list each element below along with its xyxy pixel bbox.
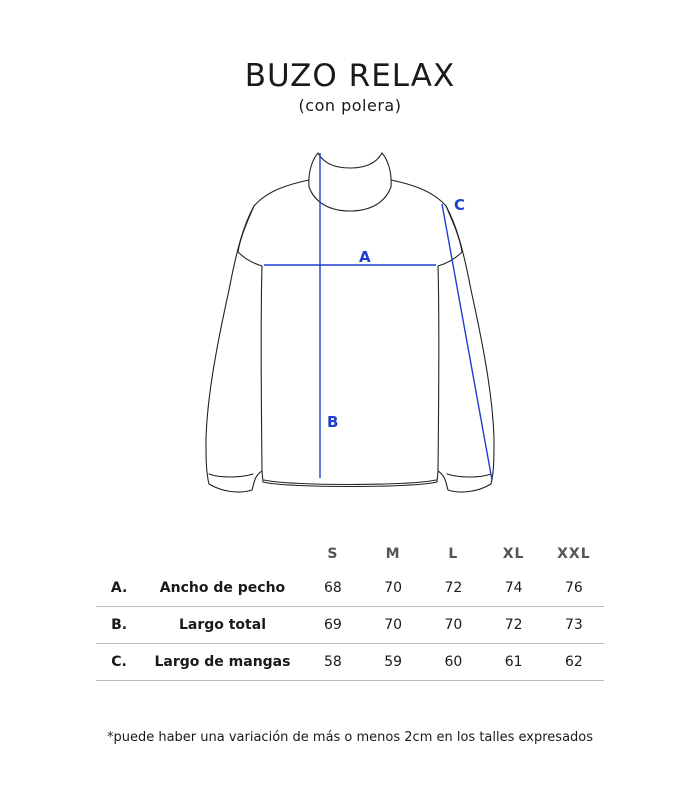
garment-diagram <box>190 145 510 505</box>
row-letter: A. <box>110 580 128 596</box>
sweater-outline <box>206 180 494 492</box>
table-row <box>96 644 604 681</box>
row-value: 70 <box>384 617 403 633</box>
row-value: 69 <box>324 617 342 633</box>
row-letter: C. <box>111 654 127 670</box>
size-xl-header: XL <box>502 546 525 562</box>
size-m-header: M <box>385 546 401 562</box>
table-row <box>96 607 604 644</box>
row-value: 61 <box>504 654 523 670</box>
collar-inner <box>318 153 382 168</box>
row-value: 76 <box>564 580 583 596</box>
size-xxl-header: XXL <box>557 546 591 562</box>
variation-footnote: *puede haber una variación de más o menos 2cm en los talles expresados <box>106 730 594 745</box>
row-value: 70 <box>444 617 463 633</box>
left-armhole <box>238 206 262 471</box>
row-value: 74 <box>504 580 523 596</box>
row-value: 58 <box>324 654 342 670</box>
row-value: 70 <box>384 580 403 596</box>
size-table <box>96 538 604 681</box>
row-value: 72 <box>504 617 523 633</box>
row-value: 62 <box>564 654 583 670</box>
row-name: Largo de mangas <box>154 654 291 670</box>
table-row <box>96 570 604 607</box>
row-name: Ancho de pecho <box>159 580 286 596</box>
row-name: Largo total <box>178 617 266 633</box>
size-header-row <box>96 538 604 570</box>
measure-line-c <box>442 204 492 480</box>
right-cuff <box>447 474 491 477</box>
row-value: 59 <box>384 654 403 670</box>
label-c: C <box>454 196 466 214</box>
product-title: BUZO RELAX <box>244 58 456 94</box>
row-value: 68 <box>324 580 342 596</box>
row-value: 73 <box>564 617 583 633</box>
hem-rib <box>264 480 436 485</box>
left-cuff <box>209 474 253 477</box>
row-letter: B. <box>111 617 128 633</box>
label-b: B <box>327 413 339 431</box>
product-subtitle: (con polera) <box>298 96 402 115</box>
collar-outline <box>309 153 391 211</box>
label-a: A <box>359 248 371 266</box>
size-l-header: L <box>448 546 459 562</box>
row-value: 60 <box>444 654 463 670</box>
size-s-header: S <box>327 546 339 562</box>
row-value: 72 <box>444 580 463 596</box>
